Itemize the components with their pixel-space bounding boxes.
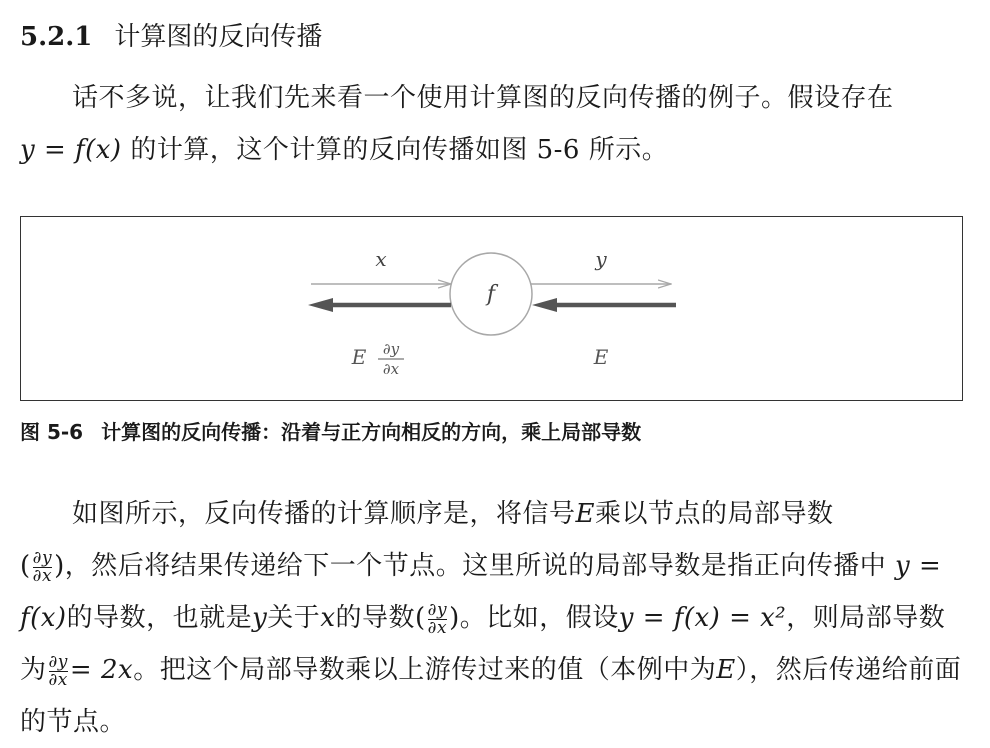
backward-right-arrowhead: [532, 298, 557, 312]
fraction-denominator: ∂x: [32, 565, 53, 586]
fraction-dy-dx: [48, 651, 68, 690]
fraction-denominator: ∂x: [427, 617, 448, 638]
section-title: 计算图的反向传播: [114, 22, 323, 52]
intro-line-2: 的计算，这个计算的反向传播如图 5-6 所示。: [130, 135, 669, 165]
fraction-denominator: ∂x: [48, 669, 68, 690]
backward-right-signal-E: E: [593, 345, 609, 369]
text-run: 关于: [267, 603, 321, 633]
text-run: 的导数: [335, 603, 415, 633]
figure-caption: [20, 416, 641, 445]
text-run: 。比如，假设: [459, 603, 619, 633]
backward-left-arrowhead: [308, 298, 333, 312]
fraction-dy-dx: [427, 599, 448, 638]
math-y: y: [252, 603, 268, 633]
local-derivative-numerator: ∂y: [382, 340, 400, 358]
fraction-numerator: ∂y: [32, 547, 53, 568]
equation-y-fx: y = f(x): [20, 135, 122, 165]
equation-x-squared: y = f(x) = x²: [618, 603, 787, 633]
input-label-x: x: [375, 247, 387, 271]
caption-text: 计算图的反向传播：沿着与正方向相反的方向，乘上局部导数: [101, 420, 642, 444]
intro-paragraph: [20, 72, 965, 176]
math-x: x: [320, 603, 336, 633]
math-E: E: [716, 655, 736, 685]
node-label-f: f: [486, 282, 496, 307]
figure-5-6: [20, 216, 963, 401]
equation-y-fx: y = f(x): [20, 551, 942, 633]
fraction-dy-dx: [32, 547, 53, 586]
section-heading: [20, 16, 322, 53]
text-run: ，则局部导数为: [20, 603, 946, 685]
fraction-numerator: ∂y: [48, 651, 68, 672]
intro-line-1: 话不多说，让我们先来看一个使用计算图的反向传播的例子。假设存在: [72, 83, 894, 113]
text-run: 乘以节点的局部导数: [595, 499, 834, 529]
fraction-numerator: ∂y: [427, 599, 448, 620]
equation-2x: = 2x: [69, 655, 134, 685]
output-label-y: y: [595, 247, 607, 271]
backprop-diagram: [21, 217, 962, 400]
math-E: E: [575, 499, 595, 529]
text-run: 的导数，也就是: [66, 603, 253, 633]
section-number: 5.2.1: [20, 22, 93, 52]
text-run: ，然后将结果传递给下一个节点。这里所说的局部导数是指正向传播中: [64, 551, 887, 581]
text-run: 如图所示，反向传播的计算顺序是，将信号: [72, 499, 576, 529]
text-run: 。把这个局部导数乘以上游传过来的值（本例中为: [133, 655, 717, 685]
caption-number: 图 5-6: [20, 420, 84, 444]
local-derivative-denominator: ∂x: [382, 360, 400, 378]
explanation-paragraph: 如图所示，反向传播的计算顺序是，将信号E乘以节点的局部导数 ( $\frac{\partial y}{\partial x}$ )，然后将结果传递给下一个节点。这里所说的局部导数是指正向传播中 y = f(x)的导数，也就是y关于x的导数( $\frac{\partial y}{\partial x}$ )。比如，假设y = f(x) = x²，则局部导数为 $\frac{\partial y}{\partial x}$ = 2x。把这个局部导数乘以上游传过来的值（本例中为E），然后传递给前面的节点。: [20, 499, 962, 737]
text-run: ），然后传递给前面的节点。: [20, 655, 962, 737]
backward-left-signal-E: E: [351, 345, 367, 369]
